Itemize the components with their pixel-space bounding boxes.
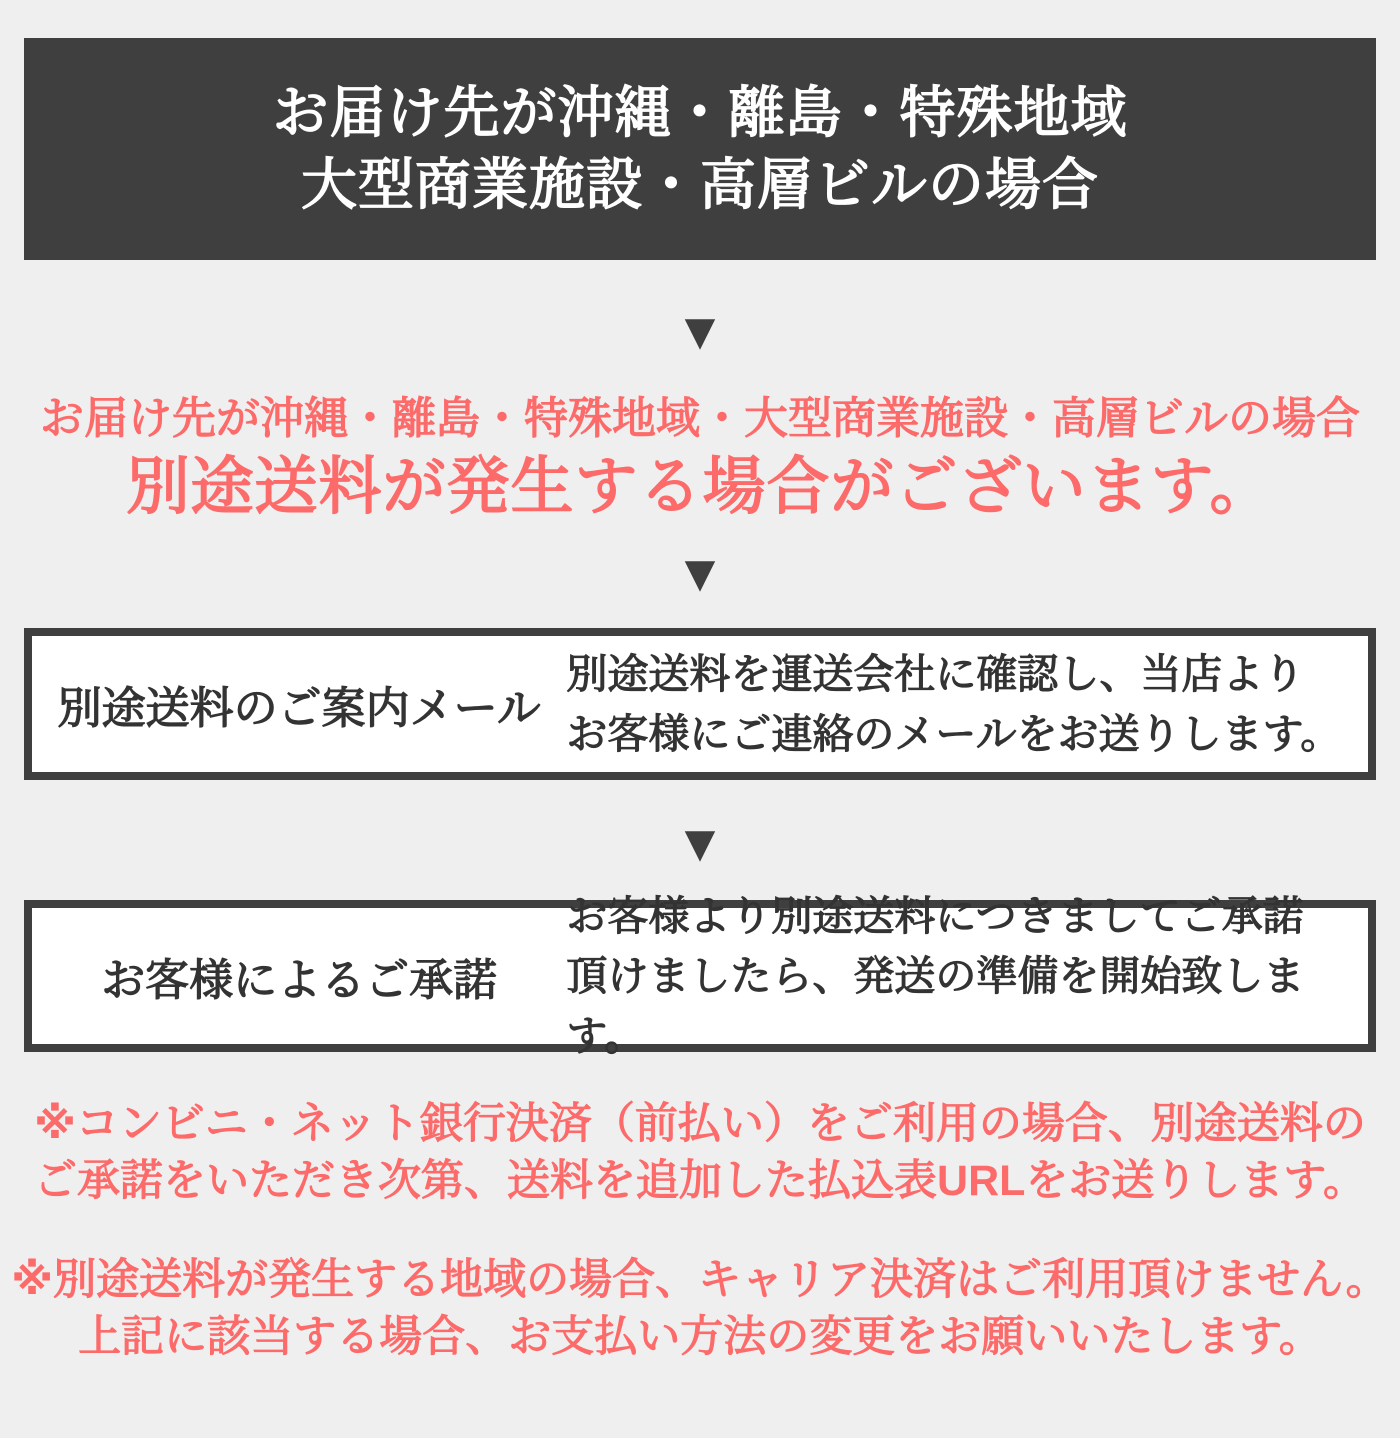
step-label-fee-guidance-email: 別途送料のご案内メール	[57, 684, 541, 733]
step-box-fee-guidance-email	[24, 628, 1376, 780]
down-arrow-icon: ▼	[674, 545, 726, 603]
footnotes-section	[0, 1096, 1400, 1366]
step-description-line2: 頂けましたら、発送の準備を開始致します。	[566, 953, 1305, 1059]
step-box-customer-approval	[24, 893, 1376, 1059]
down-arrow-icon: ▼	[674, 303, 726, 361]
step-label-customer-approval: お客様によるご承諾	[101, 956, 498, 1005]
notice-condition-text: お届け先が沖縄・離島・特殊地域・大型商業施設・高層ビルの場合	[40, 394, 1360, 443]
note-carrier-payment	[0, 1252, 1400, 1366]
step-description-line1: 別途送料を運送会社に確認し、当店より	[566, 651, 1305, 697]
step-description-customer-approval	[566, 886, 1368, 1066]
notice-section	[0, 390, 1400, 526]
down-arrow-icon: ▼	[674, 815, 726, 873]
notice-extra-fee-text: 別途送料が発生する場合がございます。	[126, 452, 1274, 522]
step-description-line2: お客様にご連絡のメールをお送りします。	[566, 711, 1342, 757]
note-carrier-payment-line2: 上記に該当する場合、お支払い方法の変更をお願いいたします。	[78, 1313, 1322, 1361]
header-banner	[24, 38, 1376, 260]
note-prepayment-line1: ※コンビニ・ネット銀行決済（前払い）をご利用の場合、別途送料の	[34, 1100, 1366, 1148]
step-description-line1: お客様より別途送料につきましてご承諾	[566, 893, 1304, 939]
note-carrier-payment-line1: ※別途送料が発生する地域の場合、キャリア決済はご利用頂けません。	[11, 1256, 1389, 1304]
shipping-notice-page	[0, 38, 1400, 1438]
note-prepayment-line2: ご承諾をいただき次第、送料を追加した払込表URLをお送りします。	[34, 1157, 1366, 1205]
header-title-line2: 大型商業施設・高層ビルの場合	[301, 153, 1099, 216]
note-prepayment	[0, 1096, 1400, 1210]
step-description-fee-guidance-email	[566, 644, 1368, 764]
header-title-line1: お届け先が沖縄・離島・特殊地域	[272, 81, 1128, 144]
